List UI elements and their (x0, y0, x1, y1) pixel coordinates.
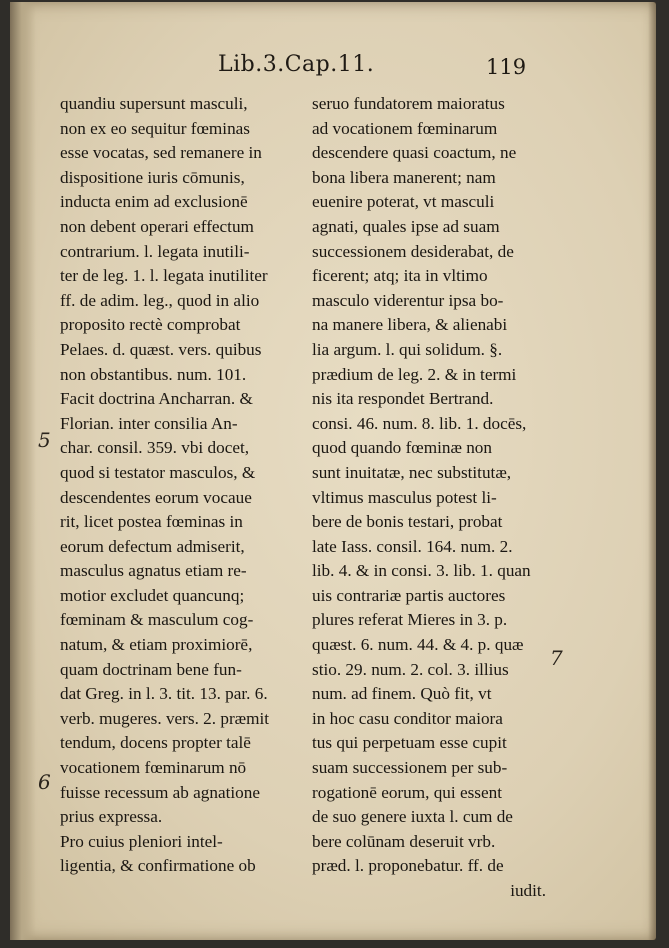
text-line: fœminam & masculum cog- (60, 610, 254, 630)
text-line: verb. mugeres. vers. 2. præmit (60, 708, 270, 728)
margin-note-6: 6 (38, 770, 51, 794)
text-line: masculus agnatus etiam re- (60, 561, 247, 581)
running-head: Lib.3.Cap.11. (218, 52, 375, 77)
text-line: bere colūnam deseruit vrb. (312, 831, 496, 851)
text-line: late Iass. consil. 164. num. 2. (312, 536, 513, 556)
text-line: eorum defectum admiserit, (60, 536, 245, 556)
text-line: ficerent; atq; ita in vltimo (312, 266, 488, 286)
text-line: masculo viderentur ipsa bo- (312, 290, 504, 310)
text-line: consi. 46. num. 8. lib. 1. docēs, (312, 413, 527, 433)
text-line: rogationē eorum, qui essent (312, 782, 502, 802)
text-line: descendentes eorum vocaue (60, 487, 252, 507)
text-line: vocationem fœminarum nō (60, 758, 247, 778)
text-line: in hoc casu conditor maiora (312, 708, 503, 728)
text-line: non obstantibus. num. 101. (60, 364, 247, 384)
text-line: præd. l. proponebatur. ff. de (312, 856, 504, 876)
text-line: quod quando fœminæ non (312, 438, 492, 458)
text-line: contrarium. l. legata inutili- (60, 241, 250, 261)
text-line: sunt inuitatæ, nec substitutæ, (312, 462, 512, 482)
text-line: seruo fundatorem maioratus (312, 94, 505, 113)
binding-gutter (10, 2, 36, 940)
text-line: quod si testator masculos, & (60, 462, 256, 482)
text-line: euenire poterat, vt masculi (312, 192, 495, 212)
text-line: bona libera manerent; nam (312, 167, 496, 187)
text-line: Pro cuius pleniori intel- (60, 831, 223, 851)
text-line: suam successionem per sub- (312, 758, 508, 778)
text-line: agnati, quales ipse ad suam (312, 216, 500, 236)
text-line: lia argum. l. qui solidum. §. (312, 339, 503, 359)
text-line: fuisse recessum ab agnatione (60, 782, 260, 802)
text-line: dat Greg. in l. 3. tit. 13. par. 6. (60, 684, 268, 704)
text-line: bere de bonis testari, probat (312, 512, 503, 532)
text-line: prius expressa. (60, 807, 163, 827)
catchword: iudit. (510, 881, 546, 900)
text-line: quam doctrinam bene fun- (60, 659, 242, 679)
text-line: successionem desiderabat, de (312, 241, 514, 261)
text-line: natum, & etiam proximiorē, (60, 635, 253, 655)
text-line: nis ita respondet Bertrand. (312, 389, 494, 409)
margin-note-7: 7 (550, 646, 563, 670)
page-number: 119 (486, 55, 527, 79)
page-edge (648, 2, 656, 940)
left-text-column (60, 92, 296, 879)
text-line: lib. 4. & in consi. 3. lib. 1. quan (312, 561, 531, 581)
text-line: non ex eo sequitur fœminas (60, 118, 250, 138)
text-line: stio. 29. num. 2. col. 3. illius (312, 659, 509, 679)
text-line: rit, licet postea fœminas in (60, 512, 243, 532)
text-line: tus qui perpetuam esse cupit (312, 733, 507, 753)
text-line: tendum, docens propter talē (60, 733, 251, 753)
right-text-column (312, 92, 546, 904)
text-line: descendere quasi coactum, ne (312, 143, 517, 163)
text-line: inducta enim ad exclusionē (60, 192, 248, 212)
text-line: num. ad finem. Quò fit, vt (312, 684, 492, 704)
text-line: prædium de leg. 2. & in termi (312, 364, 517, 384)
text-line: dispositione iuris cōmunis, (60, 167, 245, 187)
text-line: de suo genere iuxta l. cum de (312, 807, 513, 827)
text-line: quæst. 6. num. 44. & 4. p. quæ (312, 635, 524, 655)
text-line: proposito rectè comprobat (60, 315, 241, 335)
text-line: uis contrariæ partis auctores (312, 585, 506, 605)
margin-note-5: 5 (38, 428, 51, 452)
text-line: plures referat Mieres in 3. p. (312, 610, 508, 630)
text-line: Facit doctrina Ancharran. & (60, 389, 253, 409)
text-line: ter de leg. 1. l. legata inutiliter (60, 266, 268, 286)
text-line: esse vocatas, sed remanere in (60, 143, 262, 163)
text-line: ligentia, & confirmatione ob (60, 856, 256, 876)
text-line: quandiu supersunt masculi, (60, 94, 248, 113)
text-line: char. consil. 359. vbi docet, (60, 438, 250, 458)
text-line: Pelaes. d. quæst. vers. quibus (60, 339, 262, 359)
text-line: Florian. inter consilia An- (60, 413, 238, 433)
text-line: ff. de adim. leg., quod in alio (60, 290, 260, 310)
text-line: ad vocationem fœminarum (312, 118, 498, 138)
text-line: motior excludet quancunq; (60, 585, 245, 605)
text-line: vltimus masculus potest li- (312, 487, 497, 507)
text-line: non debent operari effectum (60, 216, 254, 236)
text-line: na manere libera, & alienabi (312, 315, 508, 335)
